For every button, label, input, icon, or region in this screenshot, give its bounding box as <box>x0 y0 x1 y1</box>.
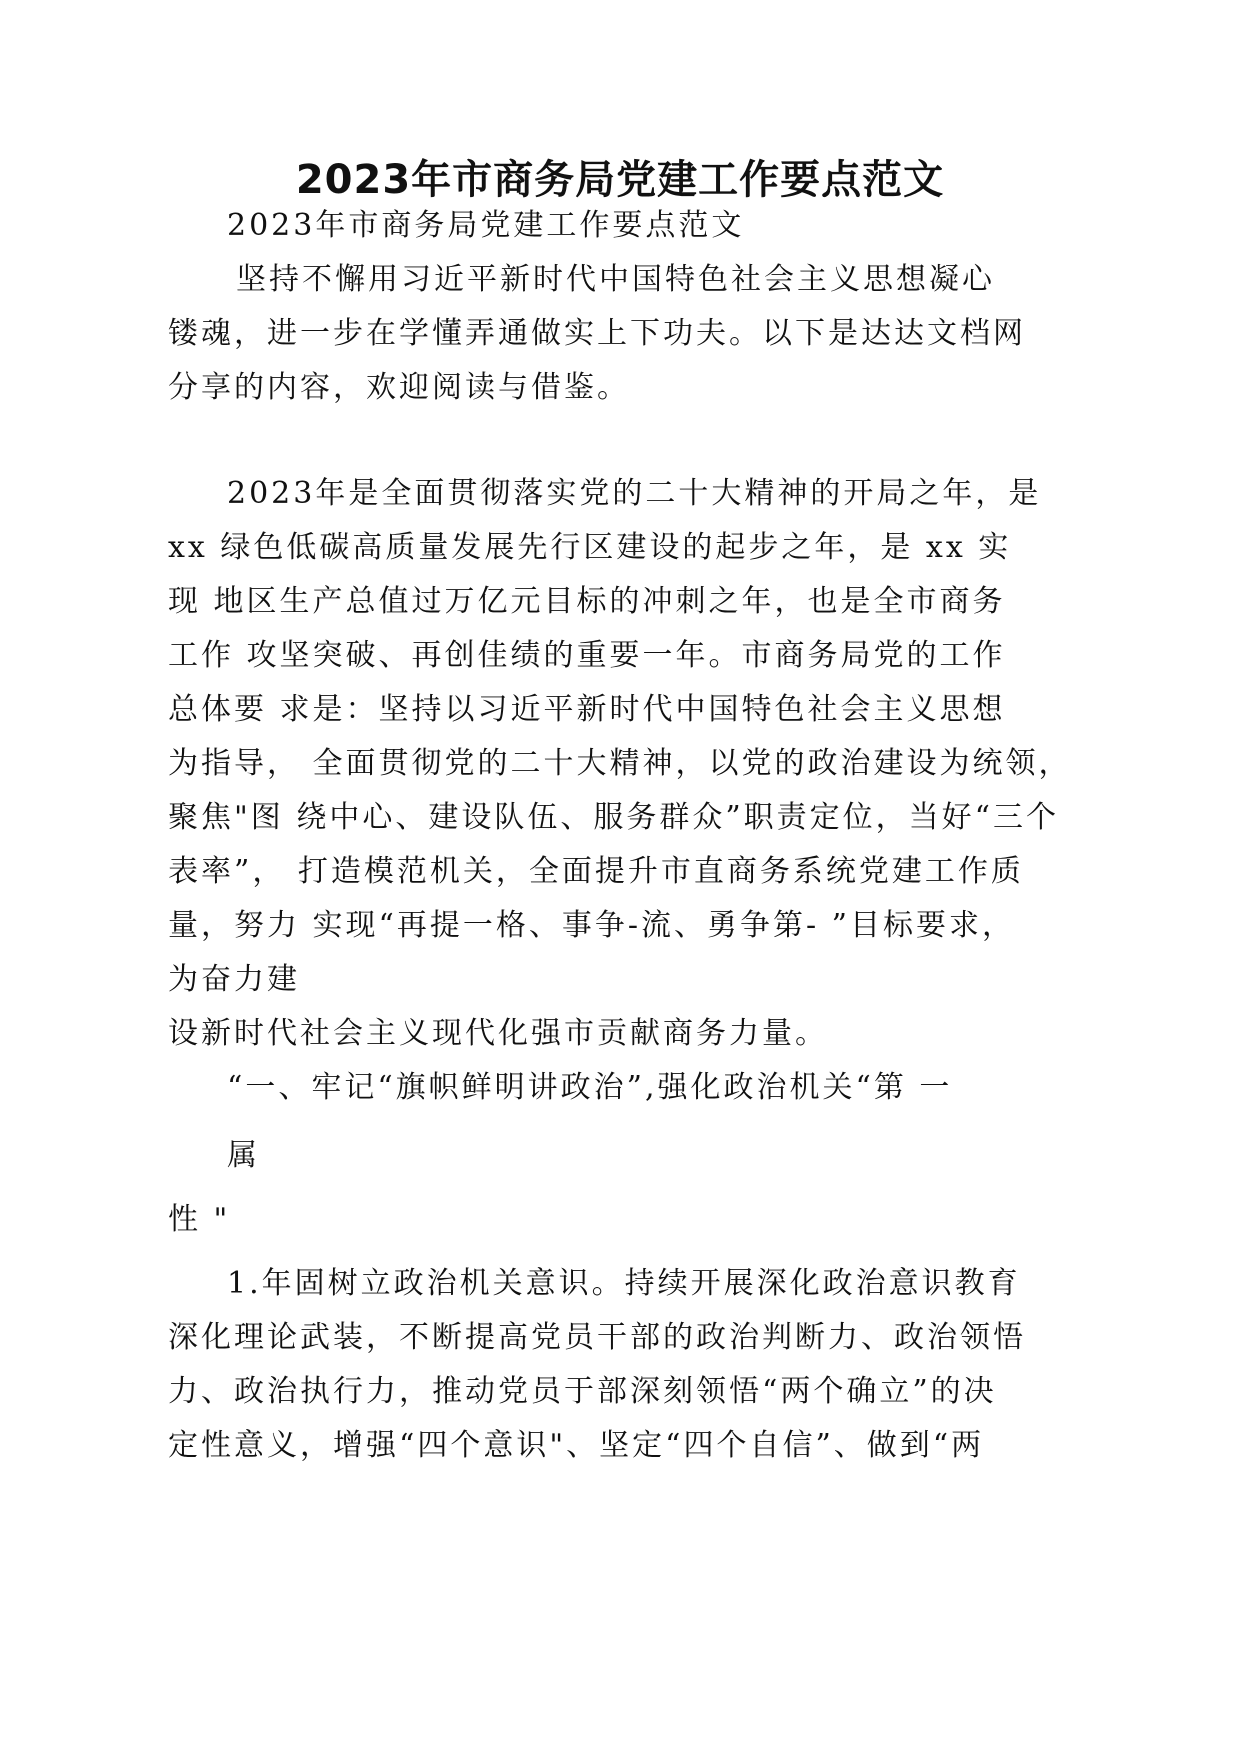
paragraph-line: 现 地区生产总值过万亿元目标的冲刺之年，也是全市商务 <box>168 584 1006 619</box>
paragraph-line: 深化理论武装，不断提高党员干部的政治判断力、政治领悟 <box>168 1320 1026 1355</box>
paragraph-line: 镂魂，进一步在学懂弄通做实上下功夫。以下是达达文档网 <box>168 316 1026 351</box>
section-heading-line: 属 <box>227 1138 260 1173</box>
paragraph-line: 坚持不懈用习近平新时代中国特色社会主义思想凝心 <box>236 262 995 297</box>
paragraph-line: 设新时代社会主义现代化强市贡献商务力量。 <box>168 1016 828 1051</box>
paragraph-line: 定性意义，增强“四个意识"、坚定“四个自信”、做到“两 <box>168 1428 985 1463</box>
paragraph-line: 2023年是全面贯彻落实党的二十大精神的开局之年，是 <box>227 476 1042 511</box>
paragraph-line: 为指导， 全面贯彻党的二十大精神，以党的政治建设为统领， <box>168 746 1072 781</box>
section-heading-line: 性 " <box>168 1202 231 1237</box>
paragraph-line: 总体要 求是：坚持以习近平新时代中国特色社会主义思想 <box>168 692 1006 727</box>
paragraph-line: xx 绿色低碳高质量发展先行区建设的起步之年，是 xx 实 <box>168 530 1012 565</box>
section-heading-line: “一、牢记“旗帜鲜明讲政治”,强化政治机关“第 一 <box>227 1070 953 1105</box>
paragraph-line: 量，努力 实现“再提一格、事争-流、勇争第- ”目标要求， <box>168 908 1016 943</box>
paragraph-line: 工作 攻坚突破、再创佳绩的重要一年。市商务局党的工作 <box>168 638 1006 673</box>
paragraph-line: 聚焦"图 绕中心、建设队伍、服务群众”职责定位，当好“三个 <box>168 800 1060 835</box>
paragraph-line: 表率”， 打造模范机关，全面提升市直商务系统党建工作质 <box>168 854 1024 889</box>
paragraph-line: 为奋力建 <box>168 962 300 997</box>
paragraph-line: 1.年固树立政治机关意识。持续开展深化政治意识教育 <box>227 1266 1021 1301</box>
document-title: 2023年市商务局党建工作要点范文 <box>295 157 945 203</box>
subtitle-line: 2023年市商务局党建工作要点范文 <box>227 208 745 243</box>
paragraph-line: 力、政治执行力，推动党员于部深刻领悟“两个确立”的决 <box>168 1374 997 1409</box>
paragraph-line: 分享的内容，欢迎阅读与借鉴。 <box>168 370 630 405</box>
